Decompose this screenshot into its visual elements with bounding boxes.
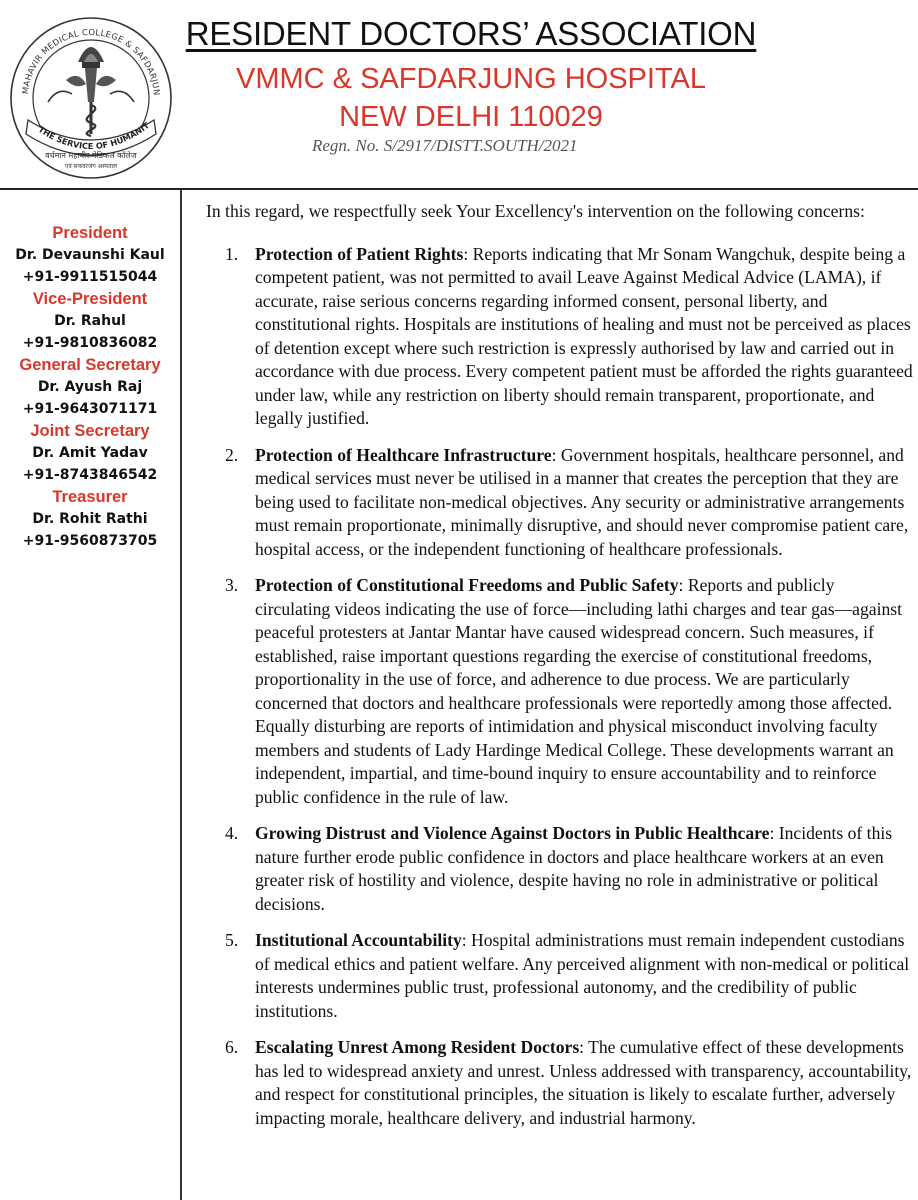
concern-item — [206, 929, 914, 1023]
office-bearer-general-secretary — [0, 354, 180, 420]
bearer-name: Dr. Amit Yadav — [32, 445, 148, 461]
concern-number: 3. — [225, 575, 239, 595]
concern-item — [206, 822, 914, 916]
concern-number: 4. — [225, 823, 239, 843]
concern-heading: Protection of Healthcare Infrastructure — [255, 444, 552, 465]
bearer-phone: +91-9911515044 — [22, 269, 158, 285]
association-title: RESIDENT DOCTORS’ ASSOCIATION — [185, 15, 757, 52]
office-bearer-treasurer — [0, 486, 180, 552]
concern-text: : Hospital administrations must remain independent custodians of medical ethics and patient welfare. Any perceived alignment with non-medical or political interests undermines public trust, professional autonomy, and the credibility of public institutions. — [255, 930, 910, 1021]
hospital-address: NEW DELHI 110029 — [339, 101, 603, 133]
office-bearer-joint-secretary — [0, 420, 180, 486]
bearer-name: Dr. Rohit Rathi — [32, 511, 148, 527]
concern-number: 1. — [225, 243, 239, 264]
bearer-role: Vice-President — [32, 290, 148, 308]
bearer-role: Treasurer — [52, 488, 128, 506]
concern-text: : Reports indicating that Mr Sonam Wangchuk, despite being a competent patient, was not permitted to avail Leave Against Medical Advice (LAMA), if accurate, raise serious concerns regarding informed consent, personal liberty, and constitutional rights. Hospitals are institutions of healing and must not be perceived as places of detention except where such restriction is expressly authorised by law and carried out in accordance with due process. Every competent patient must be afforded the rights guaranteed under law, while any restriction on liberty should remain transparent, proportionate, and legally justified. — [255, 243, 913, 428]
bearer-name: Dr. Rahul — [54, 313, 126, 329]
letterhead — [176, 10, 766, 136]
concern-heading: Escalating Unrest Among Resident Doctors — [255, 1037, 580, 1057]
registration-number: Regn. No. S/2917/DISTT.SOUTH/2021 — [312, 136, 578, 155]
concern-item — [206, 444, 914, 562]
concern-number: 6. — [225, 1037, 239, 1057]
logo-hindi-subtext: एवं सफदरजंग अस्पताल — [65, 163, 117, 170]
concern-text: : Incidents of this nature further erode public confidence in doctors and place healthcare workers at an even greater risk of hostility and violence, despite having no role in administrative or political decisions. — [255, 823, 893, 914]
concern-number: 2. — [225, 444, 239, 465]
hospital-name: VMMC & SAFDARJUNG HOSPITAL — [236, 63, 706, 95]
bearer-name: Dr. Devaunshi Kaul — [15, 247, 165, 263]
bearer-role: General Secretary — [19, 356, 161, 374]
logo-outer-text: MAHAVIR MEDICAL COLLEGE & SAFDARJUN — [20, 26, 163, 96]
concern-item — [206, 574, 914, 809]
concern-heading: Protection of Constitutional Freedoms and Public Safety — [255, 575, 679, 595]
bearer-phone: +91-9643071171 — [22, 401, 158, 417]
bearer-role: President — [52, 224, 128, 242]
bearer-role: Joint Secretary — [30, 422, 150, 440]
office-bearer-president — [0, 222, 180, 288]
logo-ribbon-text: THE SERVICE OF HUMANIT — [36, 120, 152, 152]
concern-text: : The cumulative effect of these developments has led to widespread anxiety and unrest. Unless addressed with transparency, accountability, and respect for constitutional principles, the situation is likely to escalate further, adversely impacting morale, healthcare delivery, and industrial harmony. — [255, 1037, 912, 1128]
college-logo-seal — [6, 10, 176, 180]
concern-text: : Reports and publicly circulating videos indicating the use of force—including lathi charges and tear gas—against peaceful protesters at Jantar Mantar have caused widespread concern. Such measures, if established, raise important questions regarding the exercise of constitutional freedoms, proportionality in the use of force, and adherence to due process. We are particularly concerned that doctors and healthcare professionals were reportedly among those affected. Equally disturbing are reports of intimidation and physical misconduct involving faculty members and students of Lady Hardinge Medical College. These developments warrant an independent, impartial, and time-bound inquiry to ensure accountability and to reinforce public confidence in the rule of law. — [255, 575, 903, 807]
bearer-phone: +91-8743846542 — [22, 467, 158, 483]
logo-hindi-text: वर्धमान महावीर मेडिकल कॉलेज — [45, 151, 137, 160]
concern-item — [206, 243, 914, 431]
intro-paragraph: In this regard, we respectfully seek Your Excellency's intervention on the following concerns: — [206, 201, 865, 221]
office-bearer-vice-president — [0, 288, 180, 354]
concern-heading: Institutional Accountability — [255, 930, 462, 950]
letter-body — [206, 200, 914, 1143]
concern-text: : Government hospitals, healthcare personnel, and medical services must never be utilised in a manner that creates the perception that they are being used to facilitate non-medical objectives. Any security or administrative arrangements must remain proportionate, minimally disruptive, and should never compromise patient care, hospital access, or the independent functioning of healthcare professionals. — [255, 444, 909, 559]
office-bearers-sidebar — [0, 222, 180, 552]
concerns-list — [206, 243, 914, 1131]
bearer-name: Dr. Ayush Raj — [37, 379, 143, 395]
concern-heading: Growing Distrust and Violence Against Doctors in Public Healthcare — [255, 823, 770, 843]
concern-number: 5. — [225, 930, 239, 950]
concern-item — [206, 1036, 914, 1130]
concern-heading: Protection of Patient Rights — [255, 243, 464, 264]
header-divider — [0, 188, 918, 190]
bearer-phone: +91-9560873705 — [22, 533, 158, 549]
sidebar-divider — [180, 190, 182, 1200]
bearer-phone: +91-9810836082 — [22, 335, 158, 351]
